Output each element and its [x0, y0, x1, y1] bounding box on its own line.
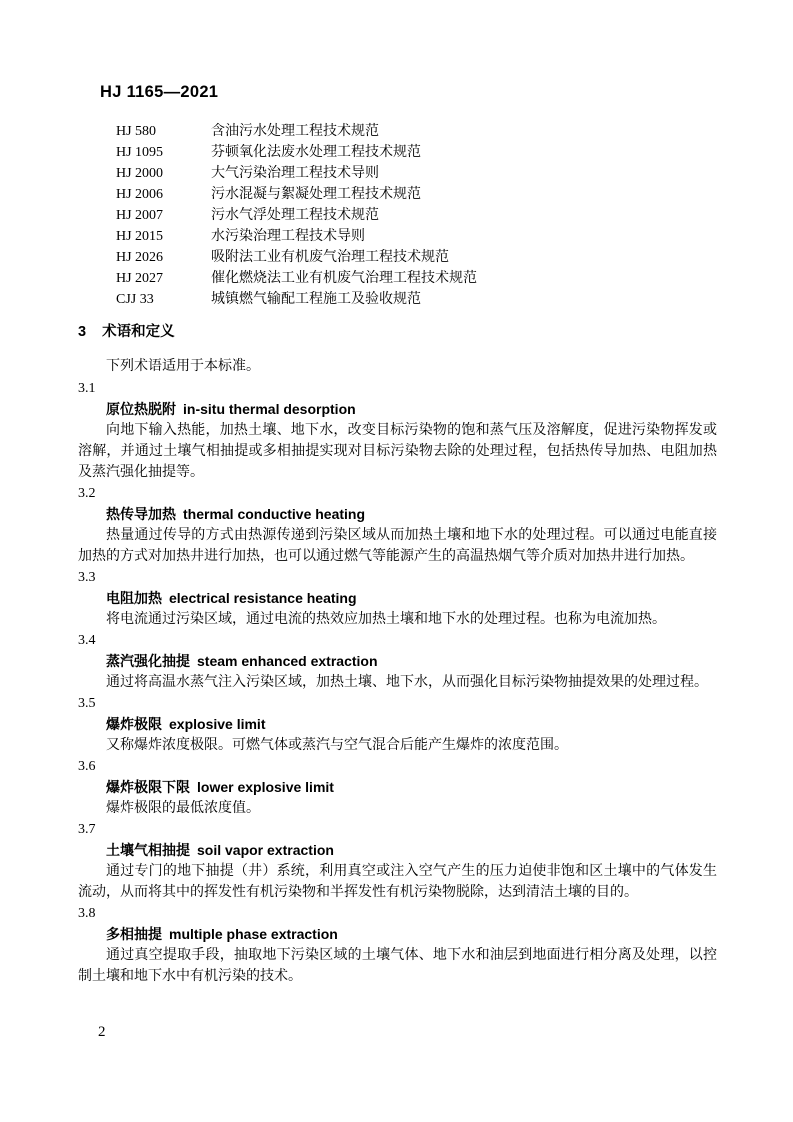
reference-item [116, 289, 717, 310]
term-name-en: in-situ thermal desorption [183, 401, 356, 417]
reference-item [116, 247, 717, 268]
reference-title: 芬顿氧化法废水处理工程技术规范 [211, 145, 421, 160]
term-name-en: soil vapor extraction [197, 842, 334, 858]
term-number: 3.8 [78, 906, 96, 921]
term-number: 3.3 [78, 570, 96, 585]
term-heading [78, 777, 717, 798]
term-name-zh: 蒸汽强化抽提 [106, 653, 190, 669]
term-definition: 将电流通过污染区域，通过电流的热效应加热土壤和地下水的处理过程。也称为电流加热。 [106, 612, 666, 627]
reference-code: HJ 2006 [116, 187, 164, 202]
reference-title: 吸附法工业有机废气治理工程技术规范 [211, 250, 449, 265]
term-heading [78, 840, 717, 861]
section-title: 术语和定义 [102, 324, 175, 340]
section-heading [78, 322, 717, 343]
term-definition: 通过将高温水蒸气注入污染区域，加热土壤、地下水，从而强化目标污染物抽提效果的处理过程。 [106, 675, 708, 690]
reference-item [116, 205, 717, 226]
term-heading [78, 924, 717, 945]
section-intro: 下列术语适用于本标准。 [106, 359, 260, 374]
reference-title: 大气污染治理工程技术导则 [211, 166, 379, 181]
reference-title: 水污染治理工程技术导则 [211, 229, 365, 244]
term-number: 3.7 [78, 822, 96, 837]
reference-code: HJ 2007 [116, 208, 164, 223]
reference-code: HJ 2015 [116, 229, 164, 244]
reference-code: HJ 2000 [116, 166, 164, 181]
term-heading [78, 651, 717, 672]
term-heading [78, 714, 717, 735]
reference-item [116, 163, 717, 184]
term-number: 3.6 [78, 759, 96, 774]
term-block [78, 483, 717, 567]
term-block [78, 693, 717, 756]
page-number: 2 [98, 1024, 106, 1040]
term-definition: 通过真空提取手段，抽取地下污染区域的土壤气体、地下水和油层到地面进行相分离及处理，以控制土壤和地下水中有机污染的技术。 [78, 948, 717, 984]
reference-item [116, 184, 717, 205]
term-definition: 通过专门的地下抽提（井）系统，利用真空或注入空气产生的压力迫使非饱和区土壤中的气体发生流动，从而将其中的挥发性有机污染物和半挥发性有机污染物脱除，达到清洁土壤的目的。 [78, 864, 717, 900]
term-name-en: thermal conductive heating [183, 506, 366, 522]
term-block [78, 567, 717, 630]
reference-code: CJJ 33 [116, 292, 154, 307]
reference-item [116, 226, 717, 247]
reference-code: HJ 2027 [116, 271, 164, 286]
term-heading [78, 399, 717, 420]
term-name-en: electrical resistance heating [169, 590, 357, 606]
term-name-zh: 土壤气相抽提 [106, 842, 190, 858]
references-list [116, 121, 717, 310]
reference-title: 污水气浮处理工程技术规范 [211, 208, 379, 223]
term-name-zh: 原位热脱附 [106, 401, 176, 417]
reference-title: 污水混凝与絮凝处理工程技术规范 [211, 187, 421, 202]
term-block [78, 903, 717, 987]
term-number: 3.4 [78, 633, 96, 648]
term-heading [78, 504, 717, 525]
term-number: 3.1 [78, 381, 96, 396]
reference-code: HJ 2026 [116, 250, 164, 265]
term-name-en: explosive limit [169, 716, 266, 732]
section-number: 3 [78, 324, 87, 340]
term-name-zh: 热传导加热 [106, 506, 176, 522]
term-name-zh: 爆炸极限下限 [106, 779, 190, 795]
term-name-en: lower explosive limit [197, 779, 334, 795]
reference-item [116, 142, 717, 163]
standard-number-header: HJ 1165—2021 [100, 83, 219, 101]
term-name-zh: 爆炸极限 [106, 716, 162, 732]
term-block [78, 756, 717, 819]
term-definition: 又称爆炸浓度极限。可燃气体或蒸汽与空气混合后能产生爆炸的浓度范围。 [106, 738, 568, 753]
term-block [78, 819, 717, 903]
term-heading [78, 588, 717, 609]
term-block [78, 630, 717, 693]
reference-code: HJ 1095 [116, 145, 164, 160]
term-definition: 向地下输入热能，加热土壤、地下水，改变目标污染物的饱和蒸气压及溶解度，促进污染物挥发或溶解，并通过土壤气相抽提或多相抽提实现对目标污染物去除的处理过程，包括热传导加热、电阻加热及蒸汽强化抽提等。 [78, 423, 717, 480]
term-definition: 热量通过传导的方式由热源传递到污染区域从而加热土壤和地下水的处理过程。可以通过电能直接加热的方式对加热井进行加热，也可以通过燃气等能源产生的高温热烟气等介质对加热井进行加热。 [78, 528, 717, 564]
term-number: 3.5 [78, 696, 96, 711]
term-definition: 爆炸极限的最低浓度值。 [106, 801, 260, 816]
term-number: 3.2 [78, 486, 96, 501]
term-name-zh: 电阻加热 [106, 590, 162, 606]
reference-title: 催化燃烧法工业有机废气治理工程技术规范 [211, 271, 477, 286]
term-name-en: multiple phase extraction [169, 926, 338, 942]
term-block [78, 378, 717, 483]
reference-code: HJ 580 [116, 124, 157, 139]
reference-item [116, 268, 717, 289]
term-name-zh: 多相抽提 [106, 926, 162, 942]
reference-item [116, 121, 717, 142]
reference-title: 含油污水处理工程技术规范 [211, 124, 379, 139]
reference-title: 城镇燃气输配工程施工及验收规范 [211, 292, 421, 307]
term-name-en: steam enhanced extraction [197, 653, 378, 669]
